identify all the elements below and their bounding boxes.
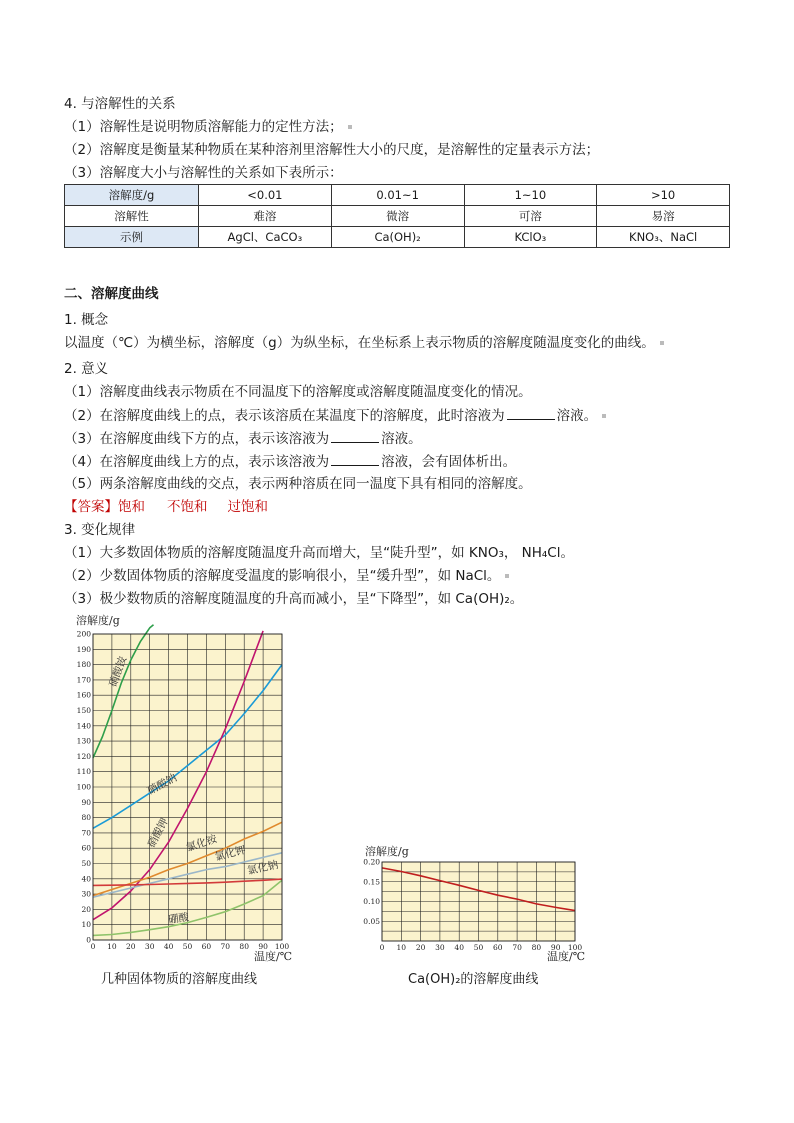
rule-p3: （3）极少数物质的溶解度随温度的升高而减小，呈“下降型”，如 Ca(OH)₂。: [64, 591, 524, 607]
answer-label: 【答案】: [64, 499, 118, 515]
x-tick-label: 60: [201, 942, 212, 951]
concept-title: 1. 概念: [64, 312, 109, 328]
series-label: 氯化铵: [184, 832, 219, 855]
x-tick-label: 50: [473, 943, 484, 952]
table-cell: >10: [597, 185, 730, 206]
concept-text: [64, 333, 664, 353]
meaning-p3-a: （3）在溶解度曲线下方的点，表示该溶液为: [64, 431, 330, 447]
solubility-table: [64, 184, 730, 248]
x-tick-label: 80: [531, 943, 542, 952]
answer-line: [64, 497, 268, 517]
section4-paragraph-3: （3）溶解度大小与溶解性的关系如下表所示：: [64, 165, 343, 181]
x-tick-label: 40: [454, 943, 464, 952]
meaning-title: 2. 意义: [64, 361, 109, 377]
y-tick-label: 0.05: [363, 916, 380, 926]
chart1-caption: 几种固体物质的溶解度曲线: [101, 972, 258, 987]
y-tick-label: 10: [81, 920, 91, 930]
y-tick-label: 200: [76, 629, 91, 639]
y-tick-label: 30: [81, 889, 91, 899]
x-tick-label: 60: [493, 943, 503, 952]
caoh2-solubility-chart: [355, 842, 595, 964]
x-tick-label: 70: [512, 943, 522, 952]
answer-3: 过饱和: [227, 499, 268, 515]
y-tick-label: 50: [81, 859, 91, 868]
x-tick-label: 30: [144, 942, 155, 951]
table-cell: 1~10: [464, 185, 597, 206]
table-cell: <0.01: [199, 185, 332, 206]
table-cell: 示例: [65, 227, 199, 248]
y-tick-label: 20: [81, 904, 91, 914]
table-cell: 易溶: [597, 206, 730, 227]
y-tick-label: 0: [86, 935, 91, 945]
section4-paragraph-2: （2）溶解度是衡量某种物质在某种溶剂里溶解性大小的尺度，是溶解性的定量表示方法；: [64, 142, 600, 158]
x-tick-label: 90: [550, 943, 561, 952]
y-tick-label: 160: [76, 690, 91, 700]
series-label: 硼酸: [167, 911, 190, 927]
answer-1: 饱和: [118, 499, 145, 515]
y-tick-label: 70: [81, 828, 91, 838]
x-tick-label: 20: [126, 942, 136, 951]
table-cell: AgCl、CaCO₃: [199, 227, 332, 248]
series-label: 硝酸钾: [145, 816, 171, 850]
y-tick-label: 0.20: [363, 857, 380, 867]
rule-p2: [64, 566, 509, 586]
x-tick-label: 100: [567, 943, 583, 952]
y-axis-title: 溶解度/g: [365, 845, 409, 858]
table-cell: KNO₃、NaCl: [597, 227, 730, 248]
x-tick-label: 50: [182, 942, 193, 951]
y-axis-title: 溶解度/g: [76, 614, 120, 627]
series-label: 硝酸铵: [107, 654, 130, 689]
table-row: [65, 227, 730, 248]
x-tick-label: 10: [107, 942, 117, 951]
y-tick-label: 170: [76, 675, 91, 685]
rule-p1: （1）大多数固体物质的溶解度随温度升高而增大，呈“陡升型”，如 KNO₃， NH₄Cl。: [64, 545, 574, 561]
y-tick-label: 80: [81, 813, 91, 823]
meaning-p1: （1）溶解度曲线表示物质在不同温度下的溶解度或溶解度随温度变化的情况。: [64, 384, 532, 400]
meaning-p3: [64, 428, 422, 449]
y-tick-label: 0.10: [363, 897, 380, 906]
table-cell: 溶解性: [65, 206, 199, 227]
x-tick-label: 30: [435, 943, 445, 952]
y-tick-label: 180: [76, 660, 91, 670]
x-axis-title: 温度/℃: [253, 950, 292, 963]
table-cell: KClO₃: [464, 227, 597, 248]
x-tick-label: 80: [239, 942, 249, 951]
y-tick-label: 90: [81, 797, 91, 807]
x-tick-label: 10: [396, 943, 407, 952]
x-tick-label: 90: [258, 942, 268, 951]
concept-text-body: 以温度（℃）为横坐标，溶解度（g）为纵坐标，在坐标系上表示物质的溶解度随温度变化的曲线。: [64, 335, 655, 351]
marker-dot: [602, 414, 606, 418]
x-tick-label: 70: [220, 942, 231, 951]
rule-title: 3. 变化规律: [64, 522, 136, 538]
chart2-caption: Ca(OH)₂的溶解度曲线: [408, 972, 539, 987]
table-row: [65, 185, 730, 206]
rule-p2-text: （2）少数固体物质的溶解度受温度的影响很小，呈“缓升型”，如 NaCl。: [64, 568, 501, 584]
section2-title: 二、溶解度曲线: [64, 286, 159, 302]
y-tick-label: 120: [76, 751, 91, 761]
table-cell: 溶解度/g: [65, 185, 199, 206]
fill-blank: [331, 428, 379, 443]
meaning-p2: [64, 405, 606, 426]
meaning-p2-a: （2）在溶解度曲线上的点，表示该溶质在某温度下的溶解度，此时溶液为: [64, 408, 505, 424]
y-tick-label: 100: [76, 782, 91, 792]
series-label: 氯化钠: [246, 858, 280, 878]
meaning-p4: [64, 451, 516, 472]
x-tick-label: 40: [163, 942, 174, 951]
section4-paragraph-1: [64, 117, 352, 137]
meaning-p3-b: 溶液。: [381, 431, 422, 447]
x-tick-label: 0: [90, 942, 96, 951]
meaning-p2-b: 溶液。: [556, 408, 598, 424]
marker-dot: [505, 574, 509, 578]
marker-dot: [348, 125, 352, 129]
table-cell: 可溶: [464, 206, 597, 227]
table-cell: 微溶: [331, 206, 464, 227]
section4-title: 4. 与溶解性的关系: [64, 96, 176, 112]
x-tick-label: 100: [274, 942, 290, 951]
answer-2: 不饱和: [167, 499, 208, 515]
table-cell: Ca(OH)₂: [331, 227, 464, 248]
table-row: [65, 206, 730, 227]
solubility-curves-chart: [60, 608, 300, 964]
x-tick-label: 20: [415, 943, 426, 952]
fill-blank: [331, 451, 379, 466]
y-tick-label: 130: [76, 736, 91, 746]
table-cell: 0.01~1: [331, 185, 464, 206]
series-label: 硝酸钠: [145, 771, 179, 798]
marker-dot: [660, 341, 664, 345]
meaning-p5: （5）两条溶解度曲线的交点，表示两种溶质在同一温度下具有相同的溶解度。: [64, 476, 532, 492]
y-tick-label: 140: [76, 721, 91, 731]
y-tick-label: 190: [76, 644, 91, 654]
y-tick-label: 0.15: [363, 877, 380, 887]
x-axis-title: 温度/℃: [546, 950, 585, 963]
meaning-p4-a: （4）在溶解度曲线上方的点，表示该溶液为: [64, 454, 330, 470]
table-cell: 难溶: [199, 206, 332, 227]
series-label: 氯化钾: [213, 844, 248, 864]
y-tick-label: 60: [81, 843, 91, 853]
y-tick-label: 110: [76, 767, 91, 777]
y-tick-label: 150: [76, 706, 91, 715]
y-tick-label: 40: [81, 874, 91, 884]
fill-blank: [507, 405, 555, 420]
section4-paragraph-1-text: （1）溶解性是说明物质溶解能力的定性方法；: [64, 119, 343, 135]
meaning-p4-b: 溶液，会有固体析出。: [381, 454, 517, 470]
x-tick-label: 0: [379, 943, 385, 952]
